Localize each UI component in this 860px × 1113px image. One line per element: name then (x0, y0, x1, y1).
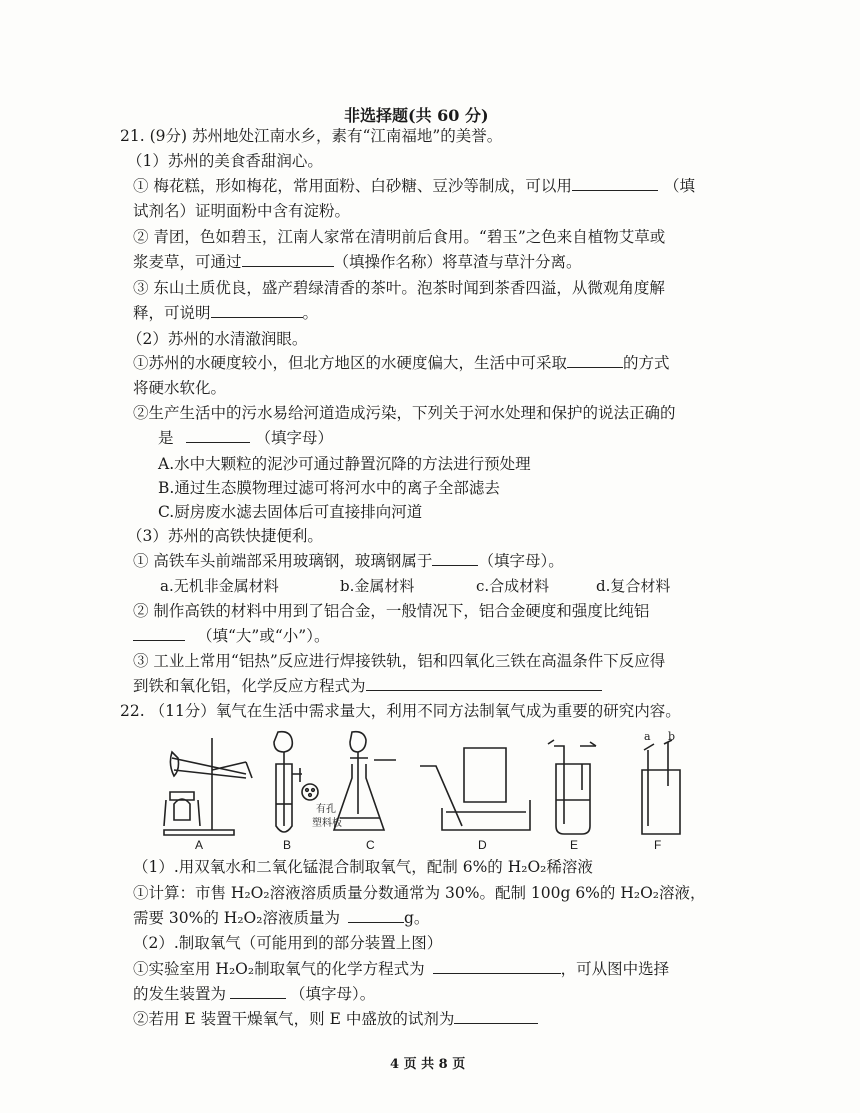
q21-1-1-line1 (133, 175, 695, 197)
q22-2-2-line1 (133, 1008, 538, 1030)
q22-part1-heading: （1）.用双氧水和二氧化锰混合制取氧气，配制 6%的 H₂O₂稀溶液 (133, 858, 593, 876)
q21-option-a: A.水中大颗粒的泥沙可通过静置沉降的方法进行预处理 (158, 455, 531, 473)
q21-1-2-line2 (133, 251, 582, 273)
text: 是 (158, 429, 174, 447)
q21-option-b: B.通过生态膜物理过滤可将河水中的离子全部滤去 (158, 479, 500, 497)
apparatus-e (548, 740, 596, 834)
q21-2-2-line1: ②生产生活中的污水易给河道造成污染，下列关于河水处理和保护的说法正确的 (133, 404, 676, 422)
answer-blank[interactable] (454, 1008, 538, 1024)
q21-3-3-line1: ③ 工业上常用“铝热”反应进行焊接铁轨，铝和四氧化三铁在高温条件下反应得 (133, 652, 666, 670)
q21-option-c: C.厨房废水滤去固体后可直接排向河道 (158, 503, 423, 521)
plate-label-2: 塑料板 (312, 818, 342, 829)
q21-part2-heading: （2）苏州的水清澈润眼。 (127, 330, 308, 348)
q21-2-2-line2 (158, 427, 333, 449)
q22-2-1-line1 (133, 958, 669, 980)
q21-3-2-line2 (133, 625, 329, 647)
text: 释，可说明 (133, 304, 211, 322)
answer-blank[interactable] (432, 550, 478, 566)
text: 。 (302, 304, 319, 322)
answer-blank[interactable] (211, 302, 303, 318)
plate-label-1: 有孔 (316, 804, 336, 815)
figure-label-d: D (478, 838, 487, 852)
tube-label-b: b (668, 730, 676, 743)
answer-blank[interactable] (133, 625, 185, 641)
q22-stem: 22. （11分）氧气在生活中需求量大，利用不同方法制氧气成为重要的研究内容。 (120, 702, 681, 720)
answer-blank[interactable] (186, 427, 250, 443)
text: （填字母）。 (478, 552, 564, 570)
q22-2-1-line2 (133, 983, 375, 1005)
text: （填 (663, 177, 695, 195)
answer-blank[interactable] (348, 907, 404, 923)
text: 的发生装置为 (133, 985, 227, 1003)
text: （填字母）。 (290, 985, 376, 1003)
q22-1-1-line2 (133, 907, 429, 929)
text: 浆麦草，可通过 (133, 253, 242, 271)
text: 的方式 (623, 354, 670, 372)
material-option-c: c.合成材料 (476, 577, 550, 595)
apparatus-figure (150, 730, 710, 850)
text: ① 梅花糕，形如梅花，常用面粉、白砂糖、豆沙等制成，可以用 (133, 177, 572, 195)
q21-2-1-line1 (133, 352, 670, 374)
apparatus-b (274, 732, 318, 832)
figure-label-e: E (570, 838, 579, 852)
text: ①苏州的水硬度较小，但北方地区的水硬度偏大，生活中可采取 (133, 354, 568, 372)
text: 到铁和氧化铝，化学反应方程式为 (133, 677, 366, 695)
apparatus-f (642, 740, 680, 834)
section-title: 非选择题(共 60 分) (344, 106, 489, 125)
answer-blank[interactable] (433, 958, 561, 974)
text: 需要 30%的 H₂O₂溶液质量为 (133, 909, 340, 927)
q21-1-1-line2: 试剂名）证明面粉中含有淀粉。 (133, 202, 351, 220)
apparatus-a (164, 738, 252, 835)
text: ① 高铁车头前端部采用玻璃钢，玻璃钢属于 (133, 552, 433, 570)
figure-label-b: B (283, 838, 292, 852)
apparatus-d (420, 748, 530, 830)
text: g。 (403, 909, 430, 927)
material-option-a: a.无机非金属材料 (160, 577, 279, 595)
q21-1-3-line1: ③ 东山土质优良，盛产碧绿清香的茶叶。泡茶时闻到茶香四溢，从微观角度解 (133, 279, 665, 297)
text: （填字母） (255, 429, 334, 447)
text: ，可从图中选择 (560, 960, 670, 978)
q21-stem: 21. (9分) 苏州地处江南水乡，素有“江南福地”的美誉。 (120, 127, 503, 145)
answer-blank[interactable] (572, 175, 658, 191)
q21-3-1-line1 (133, 550, 564, 572)
q21-1-3-line2 (133, 302, 318, 324)
tube-label-a: a (644, 730, 651, 743)
text: ②若用 E 装置干燥氧气，则 E 中盛放的试剂为 (133, 1010, 455, 1028)
text: （填“大”或“小”）。 (197, 627, 330, 645)
figure-label-a: A (195, 838, 204, 852)
q21-part1-heading: （1）苏州的美食香甜润心。 (127, 152, 323, 170)
material-option-b: b.金属材料 (340, 577, 415, 595)
material-option-d: d.复合材料 (596, 577, 671, 595)
answer-blank[interactable] (366, 675, 602, 691)
q21-3-2-line1: ② 制作高铁的材料中用到了铝合金，一般情况下，铝合金硬度和强度比纯铝 (133, 602, 650, 620)
page-footer: 4 页 共 8 页 (390, 1057, 466, 1072)
q22-1-1-line1: ①计算：市售 H₂O₂溶液溶质质量分数通常为 30%。配制 100g 6%的 H₂O₂溶液， (133, 884, 706, 902)
q21-1-2-line1: ② 青团，色如碧玉，江南人家常在清明前后食用。“碧玉”之色来自植物艾草或 (133, 228, 666, 246)
q21-part3-heading: （3）苏州的高铁快捷便利。 (127, 527, 323, 545)
apparatus-c (334, 732, 396, 830)
q21-3-3-line2 (133, 675, 602, 697)
answer-blank[interactable] (242, 251, 334, 267)
q21-2-1-line2: 将硬水软化。 (133, 379, 227, 397)
figure-label-f: F (654, 838, 662, 852)
answer-blank[interactable] (230, 983, 286, 999)
figure-label-c: C (366, 838, 375, 852)
answer-blank[interactable] (567, 352, 623, 368)
text: （填操作名称）将草渣与草汁分离。 (333, 253, 582, 271)
text: ①实验室用 H₂O₂制取氧气的化学方程式为 (133, 960, 425, 978)
q22-part2-heading: （2）.制取氧气（可能用到的部分装置上图） (133, 934, 443, 952)
